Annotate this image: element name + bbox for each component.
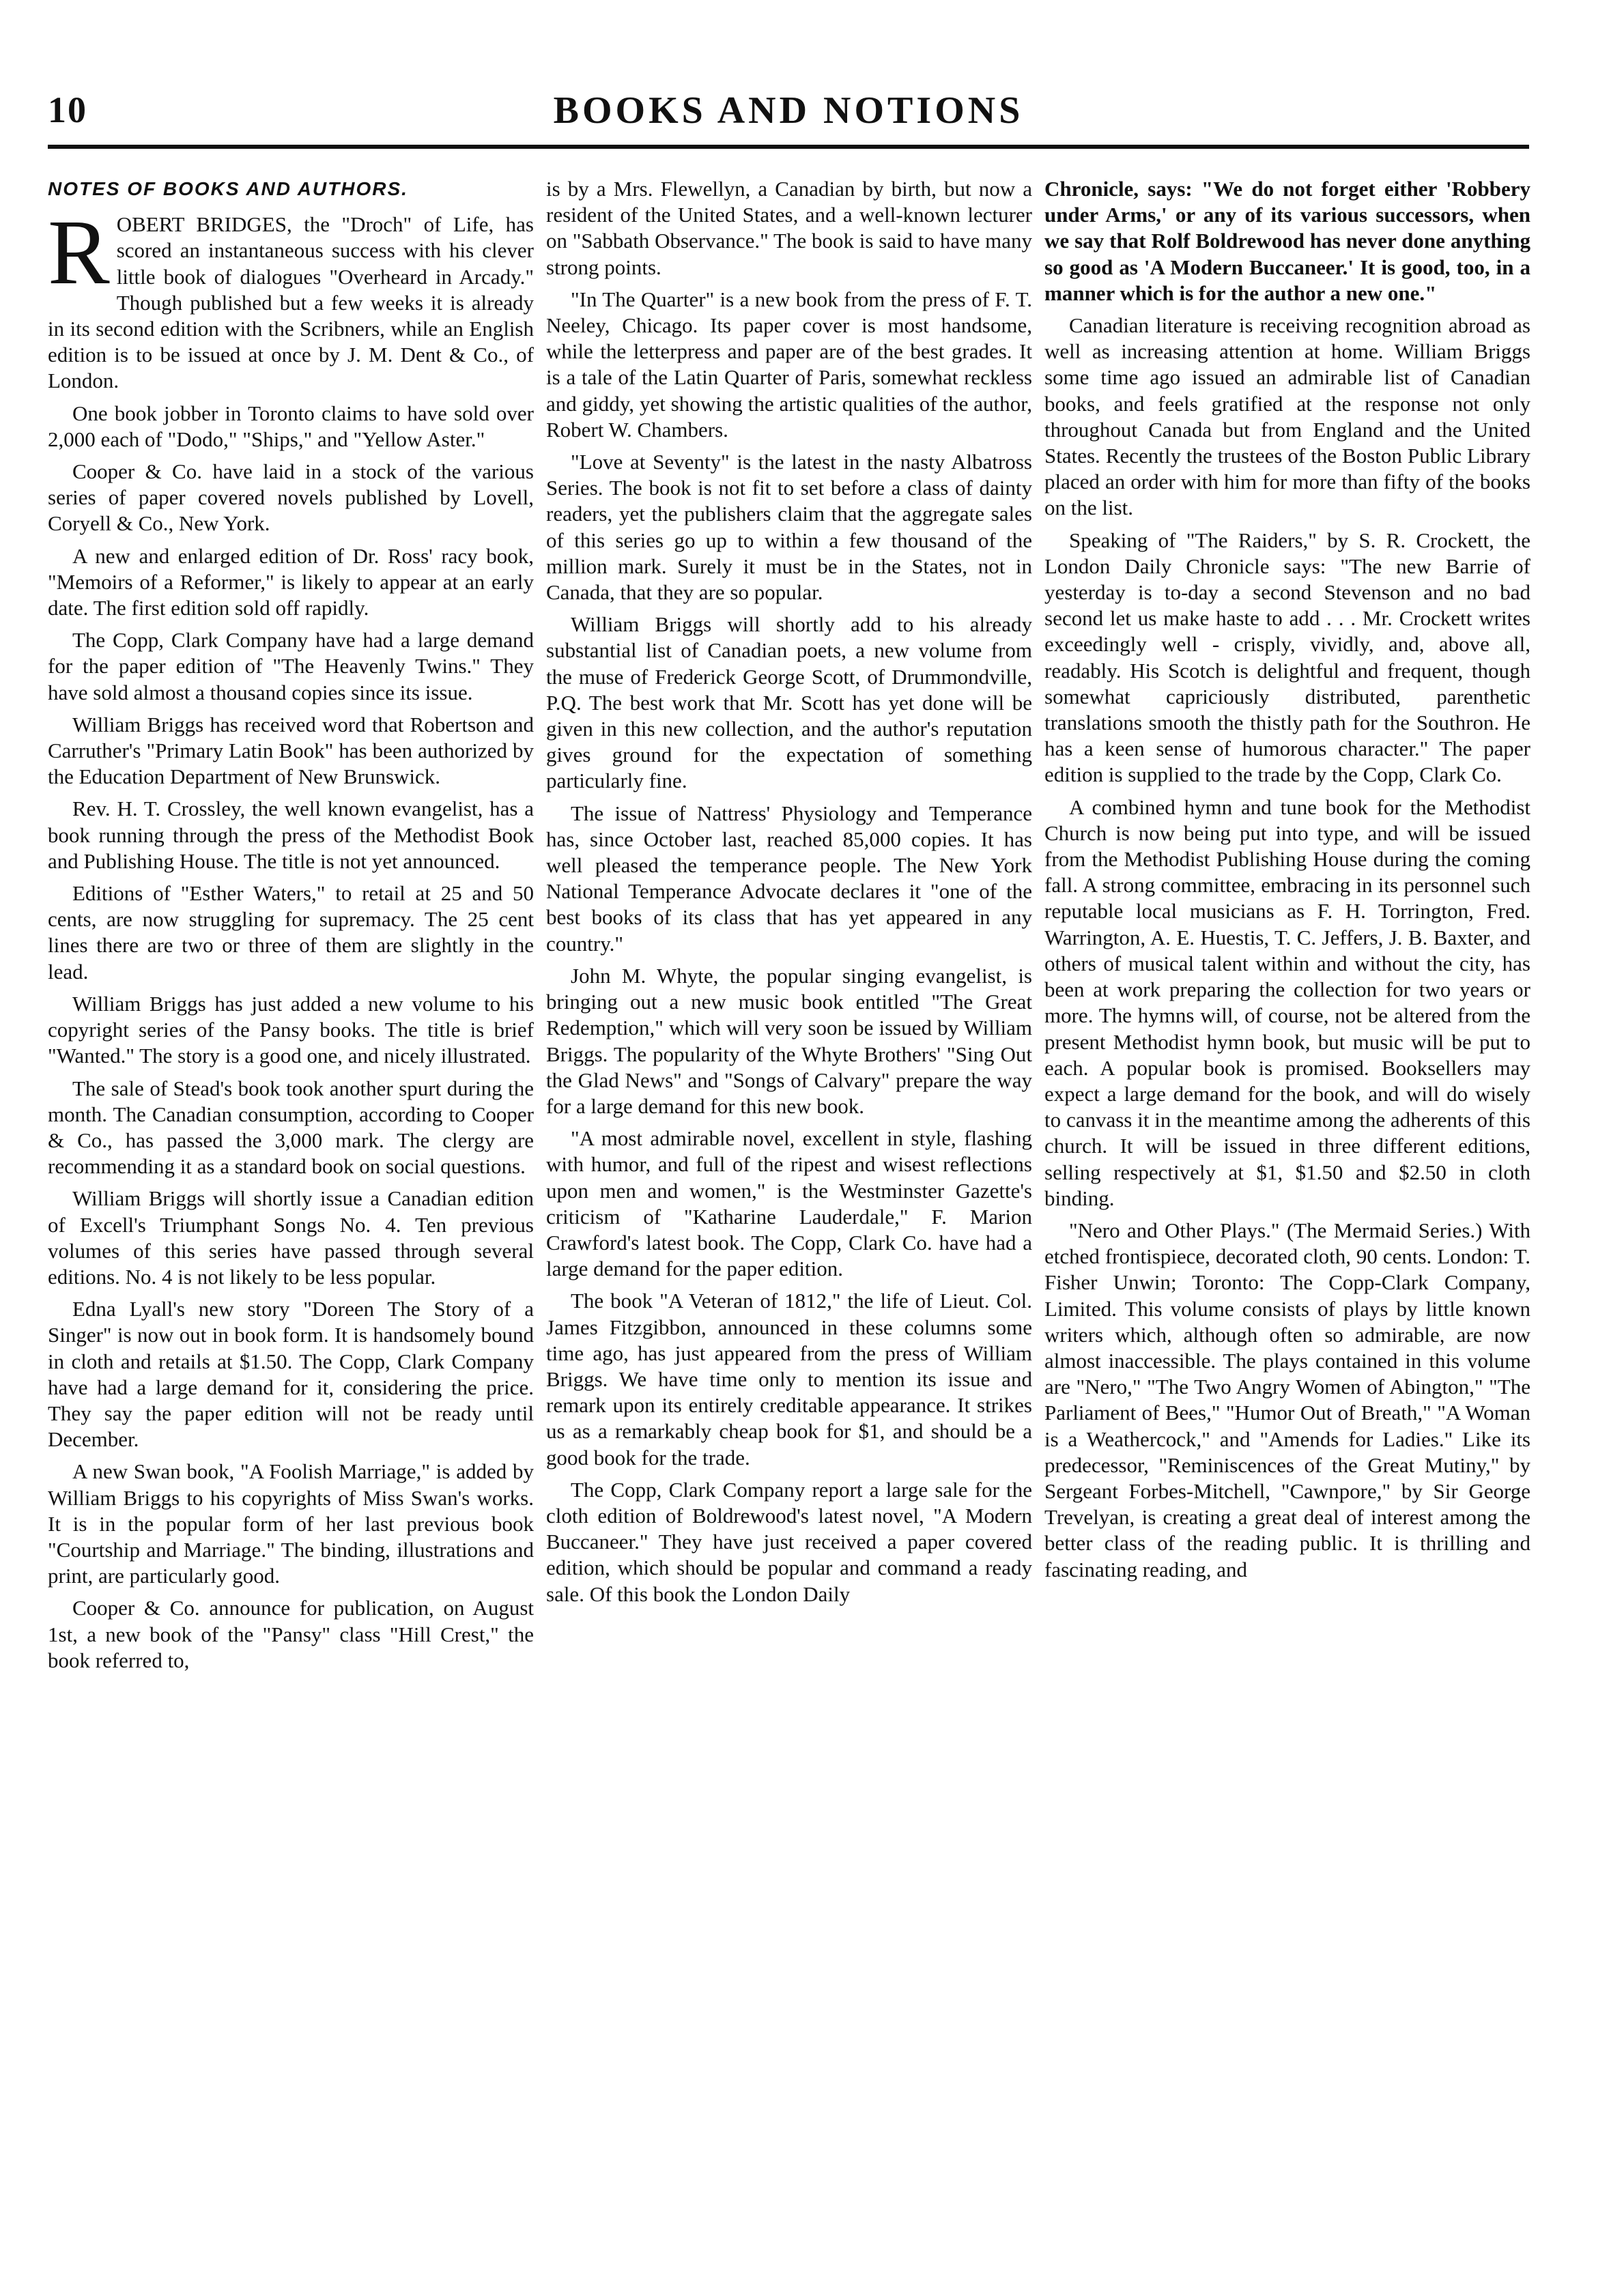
paragraph: A combined hymn and tune book for the Methodist Church is now being put into type, and will be issued from the Methodist Publishing House during the coming fall. A strong committee, embracing in its personnel such reputable local musicians as F. H. Torrington, Fred. Warrington, A. E. Huestis, T. C. Jeffers, J. B. Baxter, and others of musical talent within and without the city, has been at work preparing the collection for two years or more. The hymns will, of course, not be altered from the present Methodist hymn book, but music will be put to each. A popular book is promised. Booksellers may expect a large demand for the book, and will do wisely to canvass it in the meantime among the adherents of this church. It will be issued in three different editions, selling respectively at $1, $1.50 and $2.50 in cloth binding. — [1044, 794, 1530, 1210]
paragraph: "A most admirable novel, excellent in style, flashing with humor, and full of the ripest and wisest reflections upon men and women," is the Westminster Gazette's criticism of "Katharine Lauderdale," F. Marion Crawford's latest book. The Copp, Clark Co. have had a large demand for the paper edition. — [546, 1126, 1032, 1281]
drop-cap: R — [48, 201, 110, 304]
paragraph: "In The Quarter" is a new book from the press of F. T. Neeley, Chicago. Its paper cover is most handsome, while the letterpress and paper are of the best grades. It is a tale of the Latin Quarter of Paris, somewhat reckless and giddy, yet showing the artistic qualities of the author, Robert W. Chambers. — [546, 287, 1032, 442]
paragraph: The issue of Nattress' Physiology and Temperance has, since October last, reached 85,000 copies. It has well pleased the temperance people. The New York National Temperance Advocate declares it "one of the best books of its class that has yet appeared in any country." — [546, 801, 1032, 956]
paragraph: Canadian literature is receiving recognition abroad as well as increasing attention at home. William Briggs some time ago issued an admirable list of Canadian books, and feels gratified at the response not only throughout Canada but from England and the United States. Recently the trustees of the Boston Public Library placed an order with him for more than fifty of the books on the list. — [1044, 313, 1530, 520]
paragraph — [48, 201, 534, 394]
paragraph: William Briggs has received word that Robertson and Carruther's "Primary Latin Book" has been authorized by the Education Department of New Brunswick. — [48, 712, 534, 789]
paragraph-text: OBERT BRIDGES, the "Droch" of Life, has scored an instantaneous success with his clever little book of dialogues "Overheard in Arcady." Though published but a few weeks it is already in its second edition with the Scribners, while an English edition is to be issued at once by J. M. Dent & Co., of London. — [48, 212, 534, 393]
paragraph: A new and enlarged edition of Dr. Ross' racy book, "Memoirs of a Reformer," is likely to appear at an early date. The first edition sold off rapidly. — [48, 543, 534, 620]
paragraph: One book jobber in Toronto claims to have sold over 2,000 each of "Dodo," "Ships," and "Yellow Aster." — [48, 401, 534, 451]
running-title: BOOKS AND NOTIONS — [553, 89, 1024, 132]
paragraph: The Copp, Clark Company report a large sale for the cloth edition of Boldrewood's latest novel, "A Modern Buccaneer." They have just received a paper covered edition, which should be popular and command a ready sale. Of this book the London Daily — [546, 1477, 1032, 1606]
paragraph: The sale of Stead's book took another spurt during the month. The Canadian consumption, according to Cooper & Co., has passed the 3,000 mark. The clergy are recommending it as a standard book on social questions. — [48, 1076, 534, 1179]
column-3 — [1044, 176, 1530, 2251]
section-title: NOTES OF BOOKS AND AUTHORS. — [48, 178, 408, 199]
page-number: 10 — [48, 89, 87, 130]
page-header — [48, 89, 1529, 143]
column-1 — [48, 176, 534, 2251]
paragraph: William Briggs will shortly issue a Canadian edition of Excell's Triumphant Songs No. 4. Ten previous volumes of this series have passed through several editions. No. 4 is not likely to be less popular. — [48, 1186, 534, 1289]
paragraph: Cooper & Co. announce for publication, on August 1st, a new book of the "Pansy" class "Hill Crest," the book referred to, — [48, 1596, 534, 1672]
column-2 — [546, 176, 1032, 2251]
paragraph: "Love at Seventy" is the latest in the nasty Albatross Series. The book is not fit to set before a class of dainty readers, yet the publishers claim that the aggregate sales of this series go up to within a few thousand of the million mark. Surely it must be in the States, not in Canada, that they are so popular. — [546, 450, 1032, 605]
paragraph: William Briggs has just added a new volume to his copyright series of the Pansy books. The title is brief "Wanted." The story is a good one, and nicely illustrated. — [48, 991, 534, 1068]
header-rule — [48, 145, 1529, 149]
paragraph: Rev. H. T. Crossley, the well known evangelist, has a book running through the press of the Methodist Book and Publishing House. The title is not yet announced. — [48, 797, 534, 873]
paragraph: The Copp, Clark Company have had a large demand for the paper edition of "The Heavenly Twins." They have sold almost a thousand copies since its issue. — [48, 628, 534, 704]
paragraph: is by a Mrs. Flewellyn, a Canadian by birth, but now a resident of the United States, and a well-known lecturer on "Sabbath Observance." The book is said to have many strong points. — [546, 177, 1032, 279]
paragraph: Chronicle, says: "We do not forget either 'Robbery under Arms,' or any of its various successors, when we say that Rolf Boldrewood has never done anything so good as 'A Modern Buccaneer.' It is good, too, in a manner which is for the author a new one." — [1044, 177, 1530, 305]
paragraph: "Nero and Other Plays." (The Mermaid Series.) With etched frontispiece, decorated cloth, 90 cents. London: T. Fisher Unwin; Toronto: The Copp-Clark Company, Limited. This volume consists of plays by little known writers which, although often so admirable, are now almost inaccessible. The plays contained in this volume are "Nero," "The Two Angry Women of Abington," "The Parliament of Bees," "Humor Out of Breath," "A Woman is a Weathercock," and "Amends for Ladies." Like its predecessor, "Reminiscences of the Great Mutiny," by Sergeant Forbes-Mitchell, "Cawnpore," by Sir George Trevelyan, is creating a great deal of interest among the better class of the reading public. It is thrilling and fascinating reading, and — [1044, 1218, 1530, 1581]
paragraph: Speaking of "The Raiders," by S. R. Crockett, the London Daily Chronicle says: "The new Barrie of yesterday is to-day a second Stevenson and no bad second let us make haste to add . . . Mr. Crockett writes exceedingly well - crisply, vividly, and, above all, readably. His Scotch is delightful and frequent, though somewhat capriciously distributed, parenthetic translations smooth the thistly path for the Southron. He has a keen sense of humorous character." The paper edition is supplied to the trade by the Copp, Clark Co. — [1044, 528, 1530, 787]
paragraph: John M. Whyte, the popular singing evangelist, is bringing out a new music book entitled "The Great Redemption," which will very soon be issued by William Briggs. The popularity of the Whyte Brothers' "Sing Out the Glad News" and "Songs of Calvary" prepare the way for a large demand for this new book. — [546, 963, 1032, 1118]
paragraph: Edna Lyall's new story "Doreen The Story of a Singer" is now out in book form. It is handsomely bound in cloth and retails at $1.50. The Copp, Clark Company have had a large demand for it, considering the price. They say the paper edition will not be ready until December. — [48, 1297, 534, 1452]
paragraph: The book "A Veteran of 1812," the life of Lieut. Col. James Fitzgibbon, announced in these columns some time ago, has just appeared from the press of William Briggs. We have time only to mention its issue and remark upon its entirely creditable appearance. It strikes us as a remarkably cheap book for $1, and should be a good book for the trade. — [546, 1289, 1032, 1470]
paragraph: William Briggs will shortly add to his already substantial list of Canadian poets, a new volume from the muse of Frederick George Scott, of Drummondville, P.Q. The best work that Mr. Scott has yet done will be given in this new collection, and the author's reputation gives ground for the expectation of something particularly fine. — [546, 612, 1032, 793]
paragraph: A new Swan book, "A Foolish Marriage," is added by William Briggs to his copyrights of Miss Swan's works. It is in the popular form of her last previous book "Courtship and Marriage." The binding, illustrations and print, are particularly good. — [48, 1459, 534, 1588]
paragraph: Editions of "Esther Waters," to retail at 25 and 50 cents, are now struggling for supremacy. The 25 cent lines there are two or three of them are slightly in the lead. — [48, 881, 534, 984]
paragraph: Cooper & Co. have laid in a stock of the various series of paper covered novels published by Lovell, Coryell & Co., New York. — [48, 459, 534, 536]
